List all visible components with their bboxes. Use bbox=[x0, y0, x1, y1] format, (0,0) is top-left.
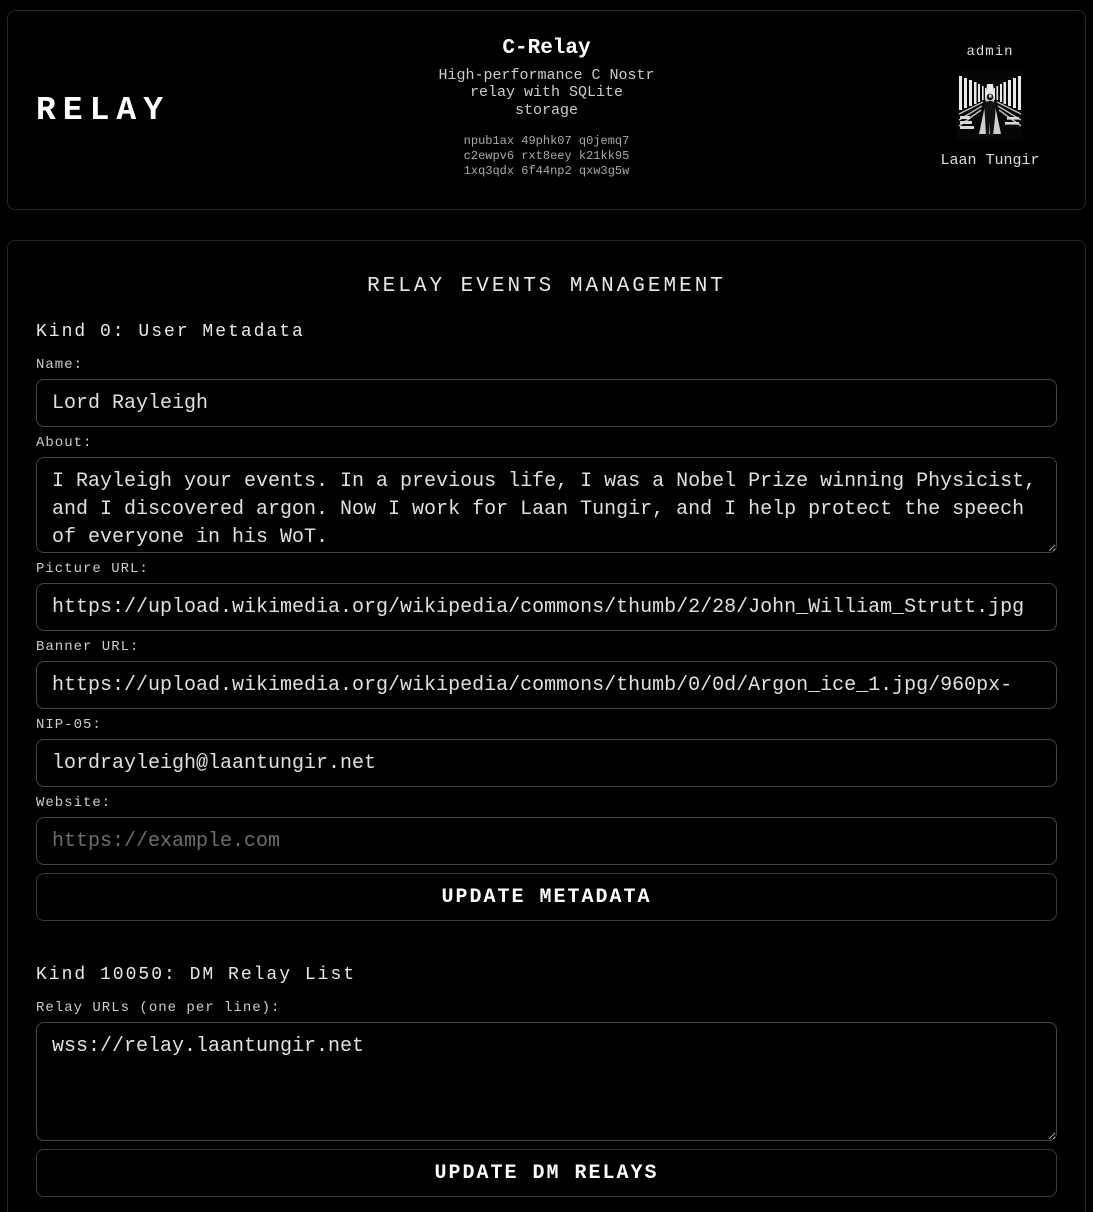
dm-relay-list-section bbox=[36, 965, 1057, 1197]
user-metadata-section bbox=[36, 322, 1057, 921]
nip05-input[interactable] bbox=[36, 739, 1057, 787]
about-label: About: bbox=[36, 435, 93, 451]
update-dm-relays-button[interactable]: UPDATE DM RELAYS bbox=[36, 1149, 1057, 1197]
npub-line: c2ewpv6 rxt8eey k21kk95 bbox=[463, 148, 630, 163]
npub-line: npub1ax 49phk07 q0jemq7 bbox=[463, 133, 630, 148]
update-metadata-button[interactable]: UPDATE METADATA bbox=[36, 873, 1057, 921]
section-divider-space bbox=[36, 921, 1057, 959]
banner-url-input[interactable] bbox=[36, 661, 1057, 709]
app-subtitle: High-performance C Nostr relay with SQLite storage bbox=[438, 67, 655, 119]
picture-url-label: Picture URL: bbox=[36, 561, 149, 577]
logo-cell bbox=[8, 11, 417, 209]
about-textarea[interactable] bbox=[36, 457, 1057, 553]
header-panel bbox=[7, 10, 1086, 210]
name-label: Name: bbox=[36, 357, 84, 373]
name-input[interactable] bbox=[36, 379, 1057, 427]
admin-info bbox=[895, 11, 1085, 209]
admin-avatar-photo-icon bbox=[957, 70, 1023, 140]
admin-role-label: admin bbox=[966, 44, 1014, 60]
app-info bbox=[417, 11, 677, 209]
relay-logo: RELAY bbox=[36, 91, 171, 129]
relay-npub bbox=[417, 134, 677, 179]
admin-name: Laan Tungir bbox=[940, 152, 1040, 169]
metadata-section-heading: Kind 0: User Metadata bbox=[36, 322, 305, 342]
npub-line: 1xq3qdx 6f44np2 qxw3g5w bbox=[463, 163, 630, 178]
relay-urls-textarea[interactable] bbox=[36, 1022, 1057, 1141]
dm-relay-section-heading: Kind 10050: DM Relay List bbox=[36, 965, 357, 985]
app-title: C-Relay bbox=[502, 37, 591, 60]
relay-urls-label: Relay URLs (one per line): bbox=[36, 1000, 281, 1016]
website-input[interactable] bbox=[36, 817, 1057, 865]
page-title: RELAY EVENTS MANAGEMENT bbox=[367, 275, 726, 298]
relay-events-panel bbox=[7, 240, 1086, 1212]
nip05-label: NIP-05: bbox=[36, 717, 102, 733]
website-label: Website: bbox=[36, 795, 112, 811]
picture-url-input[interactable] bbox=[36, 583, 1057, 631]
banner-url-label: Banner URL: bbox=[36, 639, 140, 655]
